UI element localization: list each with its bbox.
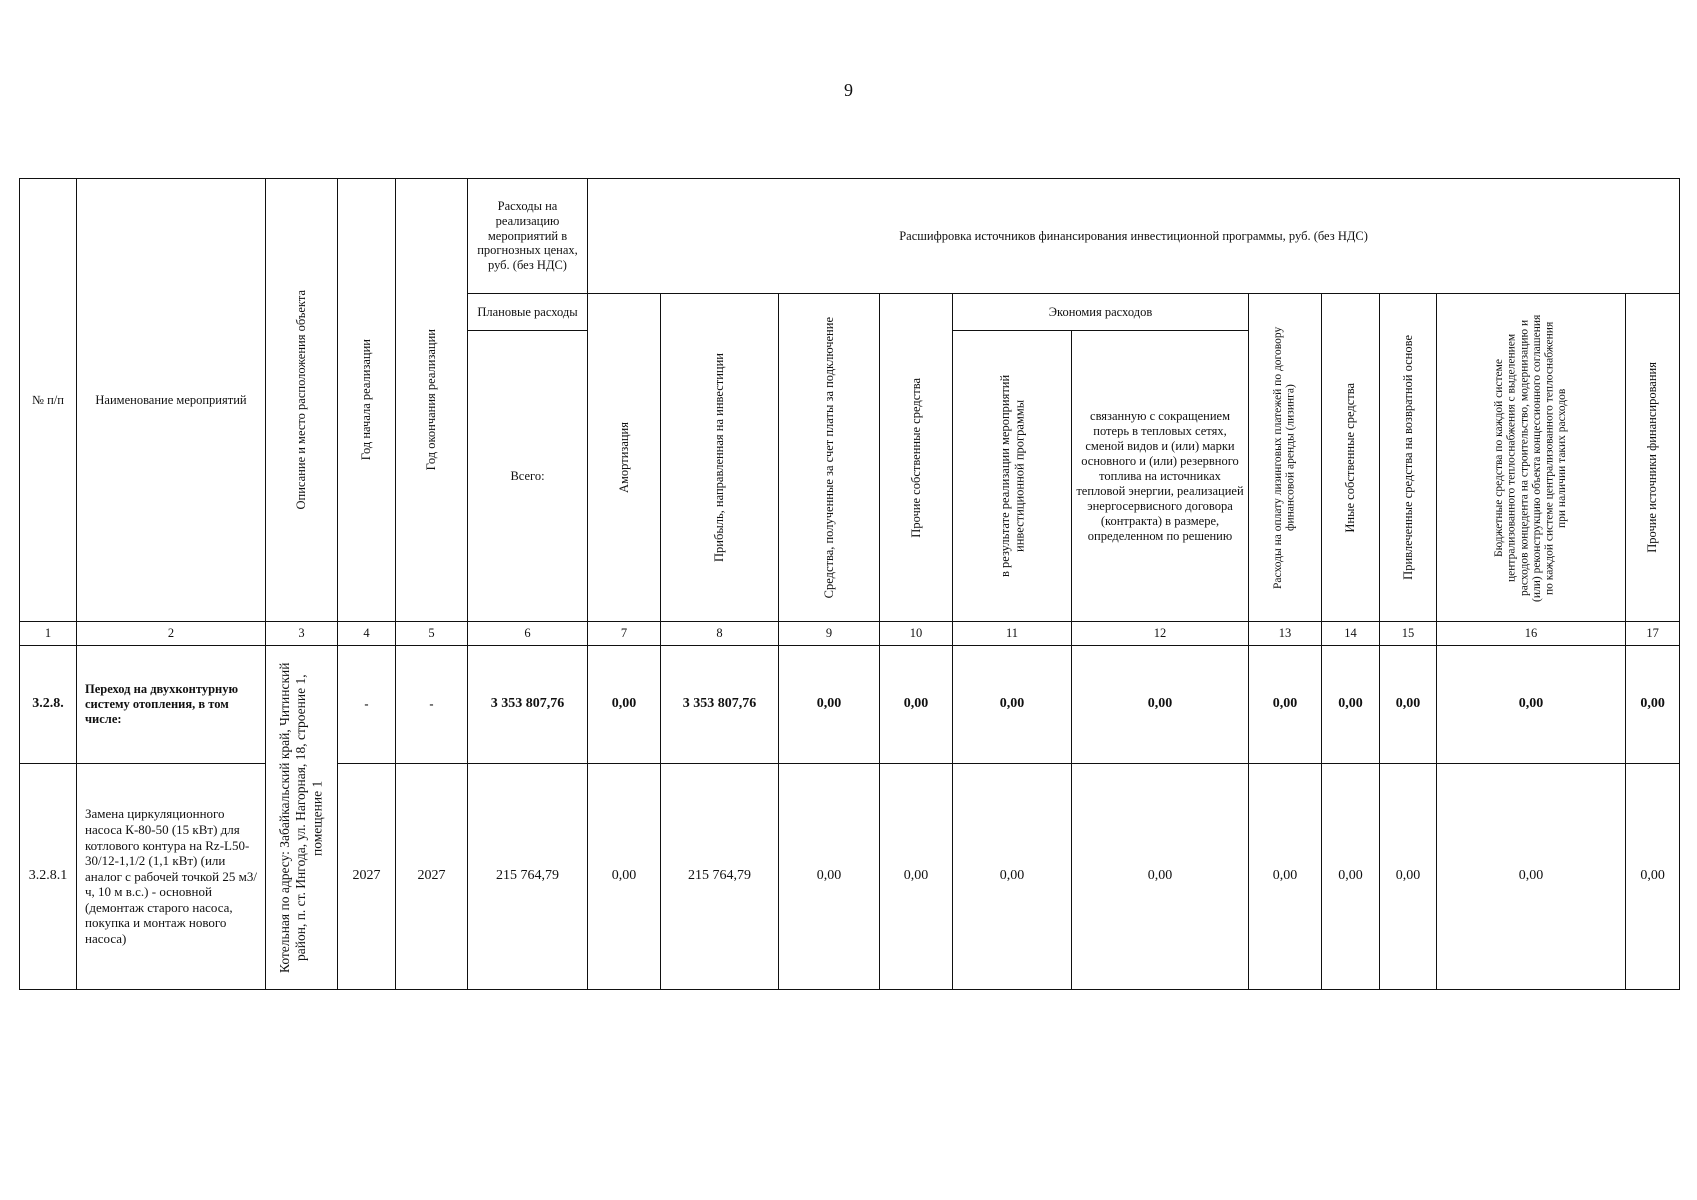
header-row-1 <box>20 179 1680 294</box>
row-attracted: 0,00 <box>1380 764 1437 990</box>
header-other-sources: Прочие источники финансирования <box>1626 294 1680 622</box>
header-year-start: Год начала реализации <box>338 179 396 622</box>
col-num-9: 9 <box>779 622 880 646</box>
header-econ-program: в результате реализации мероприятий инвестиционной программы <box>953 331 1072 622</box>
row-connection: 0,00 <box>779 764 880 990</box>
col-num-7: 7 <box>588 622 661 646</box>
header-econ-related: связанную с сокращением потерь в тепловых сетях, сменой видов и (или) марки основного и (или) резервного топлива на источниках тепловой энергии, реализацией энергосервисного договора (контракта) в размере, определенном по решению <box>1072 331 1249 622</box>
row-year-start: - <box>338 646 396 764</box>
row-other-own-2: 0,00 <box>1322 646 1380 764</box>
row-other-own-2: 0,00 <box>1322 764 1380 990</box>
col-num-15: 15 <box>1380 622 1437 646</box>
row-other-own: 0,00 <box>880 646 953 764</box>
row-budget: 0,00 <box>1437 646 1626 764</box>
row-leasing: 0,00 <box>1249 764 1322 990</box>
header-budget: Бюджетные средства по каждой системе централизованного теплоснабжения с выделением расходов концедента на строительство, модернизацию и (или) реконструкцию объекта концессионного соглашения по каждой системе централизованного теплоснабжения при наличии таких расходов <box>1437 294 1626 622</box>
header-planned: Плановые расходы <box>468 294 588 331</box>
row-econ-program: 0,00 <box>953 646 1072 764</box>
row-name: Переход на двухконтурную систему отопления, в том числе: <box>77 646 266 764</box>
row-no: 3.2.8.1 <box>20 764 77 990</box>
header-economy-group: Экономия расходов <box>953 294 1249 331</box>
row-total: 215 764,79 <box>468 764 588 990</box>
row-year-start: 2027 <box>338 764 396 990</box>
row-leasing: 0,00 <box>1249 646 1322 764</box>
investment-table <box>19 178 1680 990</box>
row-amortization: 0,00 <box>588 764 661 990</box>
header-name: Наименование мероприятий <box>77 179 266 622</box>
col-num-4: 4 <box>338 622 396 646</box>
row-econ-program: 0,00 <box>953 764 1072 990</box>
col-num-16: 16 <box>1437 622 1626 646</box>
page-number: 9 <box>844 80 853 100</box>
header-leasing: Расходы на оплату лизинговых платежей по договору финансовой аренды (лизинга) <box>1249 294 1322 622</box>
header-profit: Прибыль, направленная на инвестиции <box>661 294 779 622</box>
row-econ-related: 0,00 <box>1072 764 1249 990</box>
col-num-11: 11 <box>953 622 1072 646</box>
col-num-6: 6 <box>468 622 588 646</box>
header-no: № п/п <box>20 179 77 622</box>
row-econ-related: 0,00 <box>1072 646 1249 764</box>
row-profit: 215 764,79 <box>661 764 779 990</box>
row-connection: 0,00 <box>779 646 880 764</box>
row-year-end: - <box>396 646 468 764</box>
col-num-13: 13 <box>1249 622 1322 646</box>
row-attracted: 0,00 <box>1380 646 1437 764</box>
row-no: 3.2.8. <box>20 646 77 764</box>
header-location: Описание и место расположения объекта <box>266 179 338 622</box>
col-num-14: 14 <box>1322 622 1380 646</box>
col-num-8: 8 <box>661 622 779 646</box>
col-num-1: 1 <box>20 622 77 646</box>
col-num-17: 17 <box>1626 622 1680 646</box>
col-num-5: 5 <box>396 622 468 646</box>
header-decoding-group: Расшифровка источников финансирования инвестиционной программы, руб. (без НДС) <box>588 179 1680 294</box>
row-other-sources: 0,00 <box>1626 764 1680 990</box>
header-connection: Средства, полученные за счет платы за подключение <box>779 294 880 622</box>
col-num-12: 12 <box>1072 622 1249 646</box>
row-amortization: 0,00 <box>588 646 661 764</box>
header-total: Всего: <box>468 331 588 622</box>
header-amortization: Амортизация <box>588 294 661 622</box>
row-total: 3 353 807,76 <box>468 646 588 764</box>
column-numbers-row <box>20 622 1680 646</box>
row-other-own: 0,00 <box>880 764 953 990</box>
col-num-3: 3 <box>266 622 338 646</box>
header-expenses-caption: Расходы на реализацию мероприятий в прогнозных ценах, руб. (без НДС) <box>468 179 588 294</box>
table-row <box>20 646 1680 764</box>
header-other-own-2: Иные собственные средства <box>1322 294 1380 622</box>
header-year-end: Год окончания реализации <box>396 179 468 622</box>
row-name: Замена циркуляционного насоса К-80-50 (15 кВт) для котлового контура на Rz-L50-30/12-1,1/2 (1,1 кВт) (или аналог с рабочей точкой 25 м3/ч, 10 м в.с.) - основной (демонтаж старого насоса, покупка и монтаж нового насоса) <box>77 764 266 990</box>
row-year-end: 2027 <box>396 764 468 990</box>
col-num-10: 10 <box>880 622 953 646</box>
row-profit: 3 353 807,76 <box>661 646 779 764</box>
col-num-2: 2 <box>77 622 266 646</box>
header-other-own: Прочие собственные средства <box>880 294 953 622</box>
row-budget: 0,00 <box>1437 764 1626 990</box>
header-attracted: Привлеченные средства на возвратной основе <box>1380 294 1437 622</box>
row-other-sources: 0,00 <box>1626 646 1680 764</box>
row-location: Котельная по адресу: Забайкальский край, Читинский район, п. ст. Ингода, ул. Нагорная, 18, строение 1, помещение 1 <box>266 646 338 990</box>
